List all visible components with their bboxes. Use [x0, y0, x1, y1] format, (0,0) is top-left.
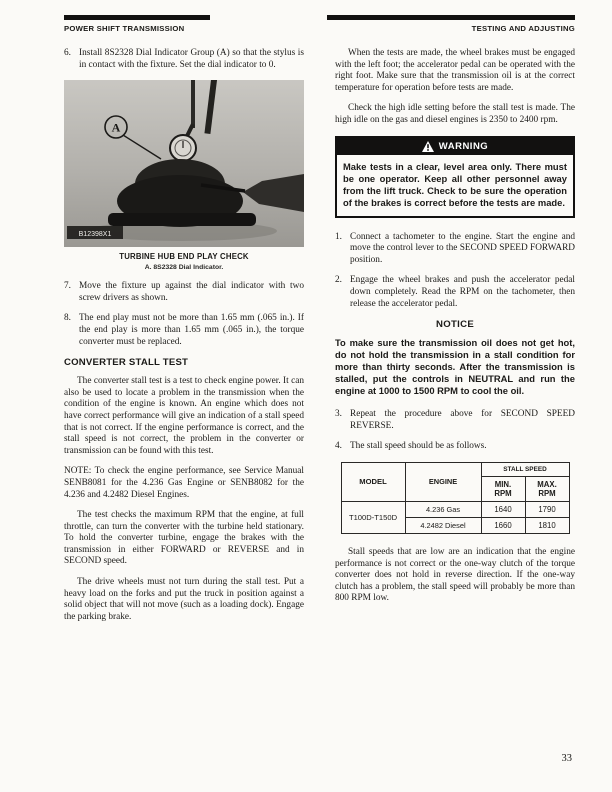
step-4 — [335, 441, 575, 453]
table-row — [341, 501, 569, 517]
step-6-text: Install 8S2328 Dial Indicator Group (A) so that the stylus is in contact with the fixture. Set the dial indicator to 0. — [79, 48, 304, 70]
paragraph: When the tests are made, the wheel brakes must be engaged with the left foot; the accelerator pedal can be operated with the right foot. Make sure that the transmission oil is at the correct temperature for operation before tests are made. — [335, 48, 575, 93]
two-column-body — [64, 48, 575, 632]
notice-text: To make sure the transmission oil does not get hot, do not hold the transmission in a stall condition for more than thirty seconds. After the transmission is stalled, put the controls in NEUTRAL and run the engine at 1000 to 1500 RPM to cool the oil. — [335, 337, 575, 397]
header-right — [327, 15, 575, 33]
column-group-stall-speed: STALL SPEED — [481, 462, 569, 476]
warning-header — [337, 138, 573, 155]
cell-model: T100D-T150D — [341, 501, 405, 533]
photo-id-label: B12398X1 — [78, 231, 112, 239]
header-left — [64, 15, 210, 33]
paragraph: Stall speeds that are low are an indication that the engine performance is not correct or the one-way clutch of the torque converter does not hold in reverse direction. If the one-way clutch has a problem, the stall speed will probably be more than 800 RPM low. — [335, 546, 575, 604]
warning-icon — [422, 141, 434, 152]
column-header-min-rpm: MIN. RPM — [481, 476, 525, 501]
column-header-max-rpm: MAX. RPM — [525, 476, 569, 501]
step-4-number: 4. — [335, 441, 342, 452]
step-3-text: Repeat the procedure above for SECOND SPEED REVERSE. — [350, 409, 575, 431]
step-6-number: 6. — [64, 48, 71, 58]
step-7-number: 7. — [64, 281, 71, 292]
section-heading-converter-stall-test: CONVERTER STALL TEST — [64, 357, 189, 369]
step-2-text: Engage the wheel brakes and push the accelerator pedal down completely. Read the RPM on the tachometer, then release the accelerator pedal. — [350, 275, 575, 309]
cell-max-rpm: 1810 — [525, 517, 569, 533]
header-right-rule — [327, 15, 575, 20]
header-left-rule — [64, 15, 210, 20]
warning-box — [335, 136, 575, 218]
step-1 — [335, 232, 575, 267]
column-header-engine: ENGINE — [405, 462, 481, 501]
cell-min-rpm: 1660 — [481, 517, 525, 533]
step-7-text: Move the fixture up against the dial indicator with two screw drivers as shown. — [79, 281, 304, 303]
step-1-number: 1. — [335, 231, 342, 242]
right-column — [335, 48, 575, 632]
photo-caption-legend: A. 8S2328 Dial Indicator. — [144, 264, 224, 272]
paragraph: Check the high idle setting before the stall test is made. The high idle on the gas and diesel engines is 2350 to 2400 rpm. — [335, 103, 575, 125]
cell-max-rpm: 1790 — [525, 501, 569, 517]
paragraph: The drive wheels must not turn during the stall test. Put a heavy load on the forks and put the truck in position against a solid object that will not move (such as a loading dock). Engage the parking brake. — [64, 577, 304, 622]
warning-text: Make tests in a clear, level area only. There must be one operator. Keep all other personnel away from the lift truck. Check to be sure the operation of the brakes is correct before the tests are made. — [343, 160, 567, 208]
step-8 — [64, 313, 304, 348]
step-8-text: The end play must not be more than 1.65 mm (.065 in.). If the end play is more than 1.65 mm (.065 in.), the torque converter must be replaced. — [79, 313, 304, 347]
step-2-number: 2. — [335, 275, 342, 286]
photo-illustration — [64, 80, 304, 247]
notice-title: NOTICE — [435, 319, 475, 331]
cell-min-rpm: 1640 — [481, 501, 525, 517]
cell-engine: 4.2482 Diesel — [405, 517, 481, 533]
step-7 — [64, 281, 304, 304]
table-header-row — [341, 462, 569, 476]
page-header — [64, 15, 575, 33]
callout-a-label: A — [111, 120, 121, 135]
header-right-title: TESTING AND ADJUSTING — [471, 24, 575, 33]
left-column — [64, 48, 304, 632]
paragraph: The converter stall test is a test to check engine power. It can also be used to locate a problem in the transmission when the condition of the engine is known. An engine which does not have correct performance will give an indication of a stall speed that is not correct. If the engine performance is correct, and the stall speed is not correct, the problem in the converter or transmission can be found with this test. — [64, 376, 304, 456]
column-header-model: MODEL — [341, 462, 405, 501]
step-2 — [335, 275, 575, 310]
photo-captions — [64, 252, 304, 271]
step-3-number: 3. — [335, 409, 342, 420]
warning-title: WARNING — [438, 140, 489, 152]
page-number: 33 — [561, 753, 572, 764]
photo-turbine-hub-end-play — [64, 80, 304, 247]
step-4-text: The stall speed should be as follows. — [350, 441, 487, 452]
photo-caption-title: TURBINE HUB END PLAY CHECK — [119, 252, 249, 262]
paragraph: The test checks the maximum RPM that the engine, at full throttle, can turn the converter with the turbine held stationary. To hold the converter turbine, engage the brakes with the transmission in either FORWARD or REVERSE and in SECOND speed. — [64, 510, 304, 567]
cell-engine: 4.236 Gas — [405, 501, 481, 517]
note-paragraph: NOTE: To check the engine performance, see Service Manual SENB8081 for the 4.236 Gas Engine or SENB8082 for the 4.236 and 4.2482 Diesel Engines. — [64, 466, 304, 500]
step-8-number: 8. — [64, 313, 71, 324]
step-6 — [64, 48, 304, 71]
step-3 — [335, 409, 575, 432]
step-1-text: Connect a tachometer to the engine. Start the engine and move the control lever to the SECOND SPEED FORWARD position. — [350, 231, 575, 265]
stall-speed-table — [341, 462, 570, 534]
header-left-title: POWER SHIFT TRANSMISSION — [64, 24, 185, 33]
